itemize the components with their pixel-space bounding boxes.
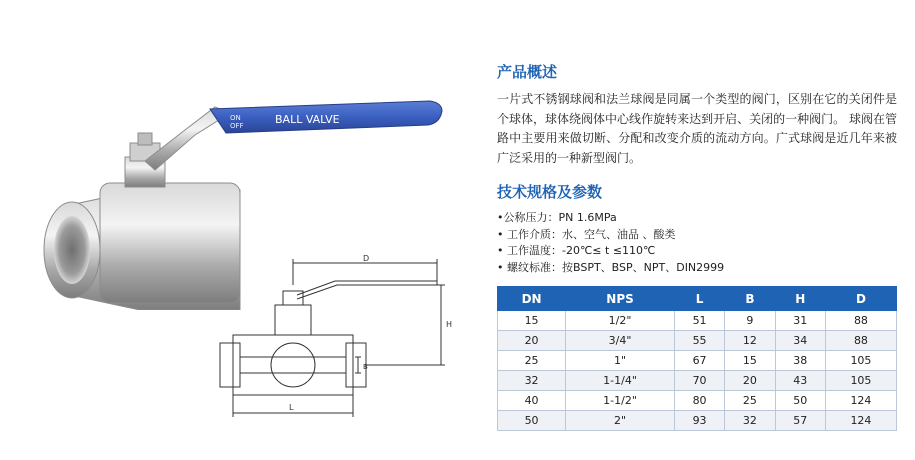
cell: 15 [725,351,775,371]
cell: 1" [566,351,675,371]
cell: 51 [674,311,724,331]
dimension-table [497,286,897,431]
cell: 50 [775,391,825,411]
table-row [498,411,897,431]
cell: 105 [825,351,896,371]
cell: 43 [775,371,825,391]
cell: 15 [498,311,566,331]
cell: 1-1/2" [566,391,675,411]
cell: 105 [825,371,896,391]
product-info [497,60,897,431]
cell: 1-1/4" [566,371,675,391]
header-b: B [725,287,775,311]
dimension-drawing [215,255,465,425]
cell: 40 [498,391,566,411]
table-row [498,391,897,411]
dim-l-label: L [289,403,294,412]
cell: 50 [498,411,566,431]
cell: 25 [725,391,775,411]
cell: 20 [725,371,775,391]
cell: 55 [674,331,724,351]
table-row [498,351,897,371]
cell: 9 [725,311,775,331]
spec-item: • 螺纹标准：按BSPT、BSP、NPT、DIN2999 [497,260,725,274]
dim-b-label: B [363,363,368,371]
cell: 124 [825,411,896,431]
spec-list [497,210,897,276]
cell: 88 [825,331,896,351]
overview-text: 一片式不锈钢球阀和法兰球阀是同属一个类型的阀门，区别在它的关闭件是个球体，球体绕阀体中心线作旋转来达到开启、关闭的一种阀门。 球阀在管路中主要用来做切断、分配和改变介质的流动方向。广式球阀是近几年来被广泛采用的一种新型阀门。 [497,92,897,165]
overview-title: 产品概述 [497,63,558,81]
handle-text: BALL VALVE [275,113,340,126]
spec-item: • 工作温度：-20℃≤ t ≤110℃ [497,244,656,257]
cell: 70 [674,371,724,391]
header-l: L [674,287,724,311]
table-row [498,371,897,391]
cell: 3/4" [566,331,675,351]
handle-off-label: OFF [230,122,244,130]
cell: 88 [825,311,896,331]
spec-item: • 工作介质：水、空气、油品 、酸类 [497,227,676,241]
cell: 67 [674,351,724,371]
specs-title: 技术规格及参数 [497,183,603,201]
cell: 124 [825,391,896,411]
header-nps: NPS [566,287,675,311]
cell: 32 [498,371,566,391]
cell: 25 [498,351,566,371]
cell: 31 [775,311,825,331]
cell: 2" [566,411,675,431]
cell: 57 [775,411,825,431]
table-row [498,311,897,331]
dim-d-label: D [363,255,370,263]
header-dn: DN [498,287,566,311]
cell: 34 [775,331,825,351]
handle-on-label: ON [230,114,241,122]
cell: 93 [674,411,724,431]
cell: 32 [725,411,775,431]
table-row [498,331,897,351]
header-h: H [775,287,825,311]
cell: 20 [498,331,566,351]
spec-item: •公称压力：PN 1.6MPa [497,211,617,224]
cell: 80 [674,391,724,411]
cell: 12 [725,331,775,351]
table-header-row [498,287,897,311]
dim-h-label: H [446,320,453,329]
header-d: D [825,287,896,311]
cell: 1/2" [566,311,675,331]
cell: 38 [775,351,825,371]
